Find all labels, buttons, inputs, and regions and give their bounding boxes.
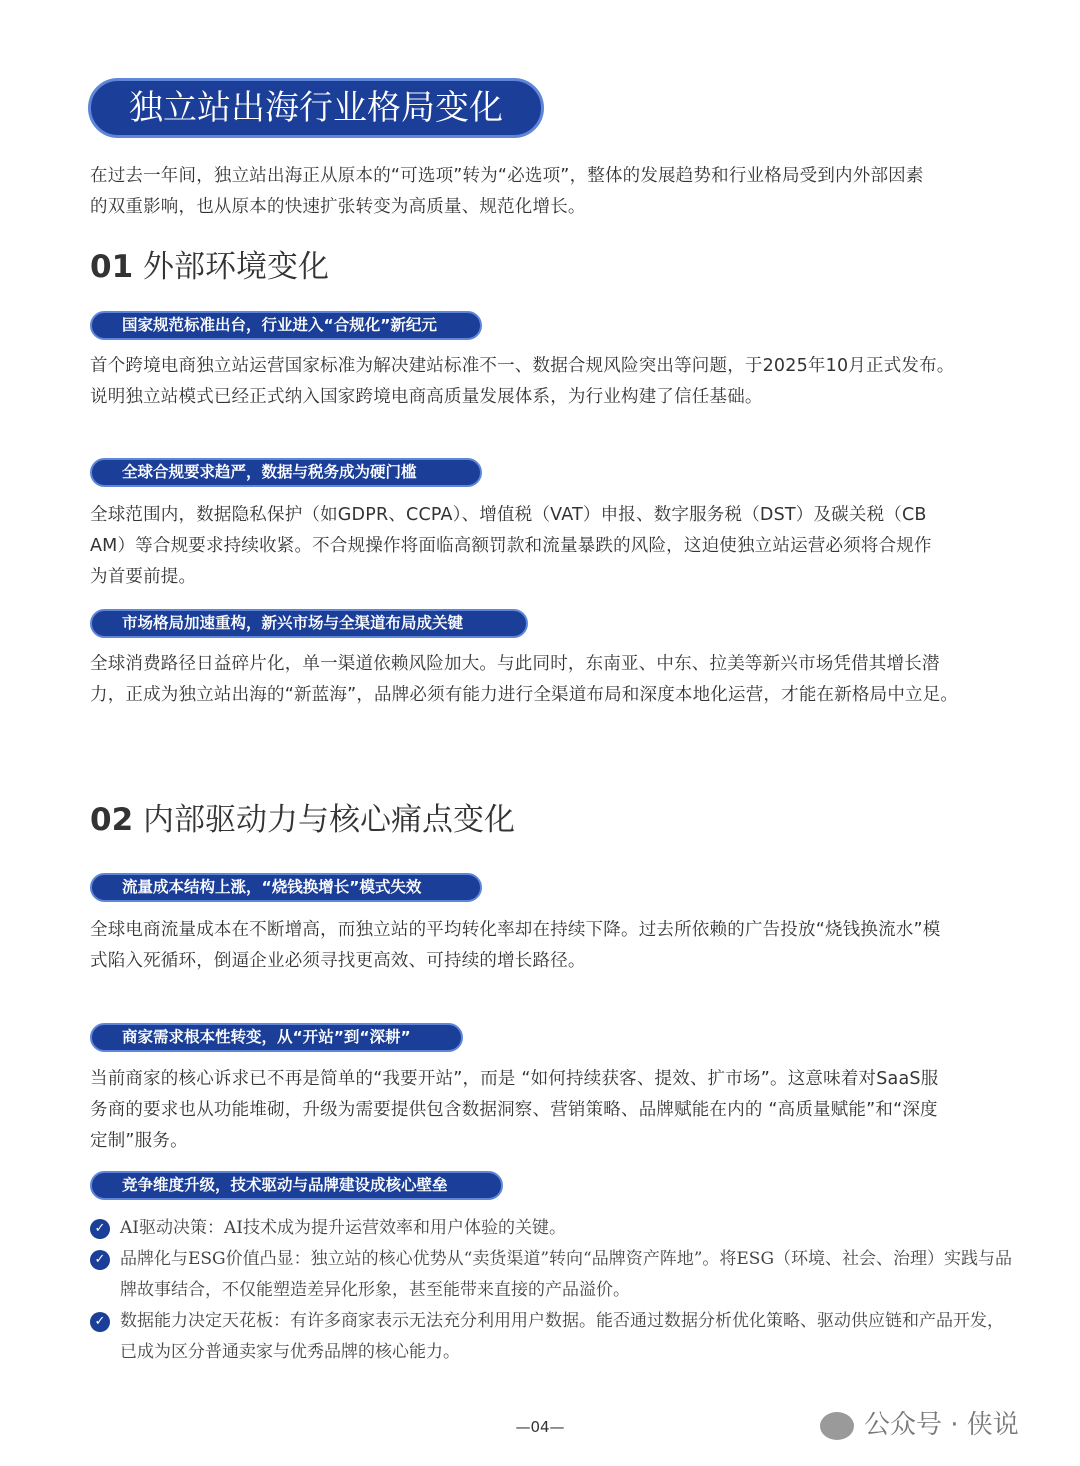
check-circle-icon: ✓ (90, 1312, 110, 1332)
subheading-pill: 竞争维度升级，技术驱动与品牌建设成核心壁垒 (90, 1171, 503, 1200)
intro-paragraph (90, 161, 1020, 223)
subheading-pill: 市场格局加速重构，新兴市场与全渠道布局成关键 (90, 609, 528, 638)
bullet-text: 品牌化与ESG价值凸显：独立站的核心优势从“卖货渠道”转向“品牌资产阵地”。将ESG（环境、社会、治理）实践与品牌故事结合，不仅能塑造差异化形象，甚至能带来直接的产品溢价。 (120, 1249, 1013, 1300)
bullet-text: 数据能力决定天花板：有许多商家表示无法充分利用用户数据。能否通过数据分析优化策略、驱动供应链和产品开发，已成为区分普通卖家与优秀品牌的核心能力。 (120, 1311, 1004, 1362)
section-title: 外部环境变化 (143, 249, 329, 285)
page-title: 独立站出海行业格局变化 (88, 78, 544, 138)
subheading-pill: 全球合规要求趋严，数据与税务成为硬门槛 (90, 458, 482, 487)
bullet-text: AI驱动决策：AI技术成为提升运营效率和用户体验的关键。 (120, 1218, 566, 1238)
paragraph (90, 649, 1020, 711)
intro-line: 的双重影响，也从原本的快速扩张转变为高质量、规范化增长。 (90, 197, 586, 217)
section-heading-02 (90, 800, 515, 840)
line: 为首要前提。 (90, 567, 197, 587)
section-number: 01 (90, 249, 134, 285)
line: 式陷入死循环，倒逼企业必须寻找更高效、可持续的增长路径。 (90, 951, 586, 971)
line: 定制”服务。 (90, 1131, 188, 1151)
line: 务商的要求也从功能堆砌，升级为需要提供包含数据洞察、营销策略、品牌赋能在内的 “高质量赋能”和“深度 (90, 1100, 938, 1120)
line: 全球消费路径日益碎片化，单一渠道依赖风险加大。与此同时，东南亚、中东、拉美等新兴市场凭借其增长潜 (90, 654, 940, 674)
line: 当前商家的核心诉求已不再是简单的“我要开站”，而是 “如何持续获客、提效、扩市场”。这意味着对SaaS服 (90, 1069, 939, 1089)
line: 说明独立站模式已经正式纳入国家跨境电商高质量发展体系，为行业构建了信任基础。 (90, 387, 763, 407)
bullet-item (90, 1213, 1020, 1244)
paragraph (90, 1064, 1020, 1157)
section-heading-01 (90, 247, 329, 287)
line: 全球电商流量成本在不断增高，而独立站的平均转化率却在持续下降。过去所依赖的广告投放“烧钱换流水”模 (90, 920, 941, 940)
paragraph (90, 351, 1020, 413)
section-title: 内部驱动力与核心痛点变化 (143, 802, 515, 838)
wechat-icon (820, 1412, 854, 1440)
check-circle-icon: ✓ (90, 1219, 110, 1239)
subheading-pill: 国家规范标准出台，行业进入“合规化”新纪元 (90, 311, 482, 340)
section-number: 02 (90, 802, 134, 838)
check-circle-icon: ✓ (90, 1250, 110, 1270)
watermark-text: 公众号 · 侠说 (864, 1410, 1019, 1440)
line: AM）等合规要求持续收紧。不合规操作将面临高额罚款和流量暴跌的风险，这迫使独立站运营必须将合规作 (90, 536, 932, 556)
line: 全球范围内，数据隐私保护（如GDPR、CCPA）、增值税（VAT）申报、数字服务税（DST）及碳关税（CB (90, 505, 927, 525)
wechat-watermark (820, 1404, 1019, 1441)
bullet-item (90, 1306, 1020, 1368)
bullet-item (90, 1244, 1020, 1306)
intro-line: 在过去一年间，独立站出海正从原本的“可选项”转为“必选项”，整体的发展趋势和行业格局受到内外部因素 (90, 166, 924, 186)
page-number: —04— (515, 1418, 565, 1436)
subheading-pill: 流量成本结构上涨，“烧钱换增长”模式失效 (90, 873, 482, 902)
line: 力，正成为独立站出海的“新蓝海”，品牌必须有能力进行全渠道布局和深度本地化运营，才能在新格局中立足。 (90, 685, 959, 705)
subheading-pill: 商家需求根本性转变，从“开站”到“深耕” (90, 1023, 463, 1052)
paragraph (90, 500, 1020, 593)
paragraph (90, 915, 1020, 977)
line: 首个跨境电商独立站运营国家标准为解决建站标准不一、数据合规风险突出等问题，于2025年10月正式发布。 (90, 356, 955, 376)
